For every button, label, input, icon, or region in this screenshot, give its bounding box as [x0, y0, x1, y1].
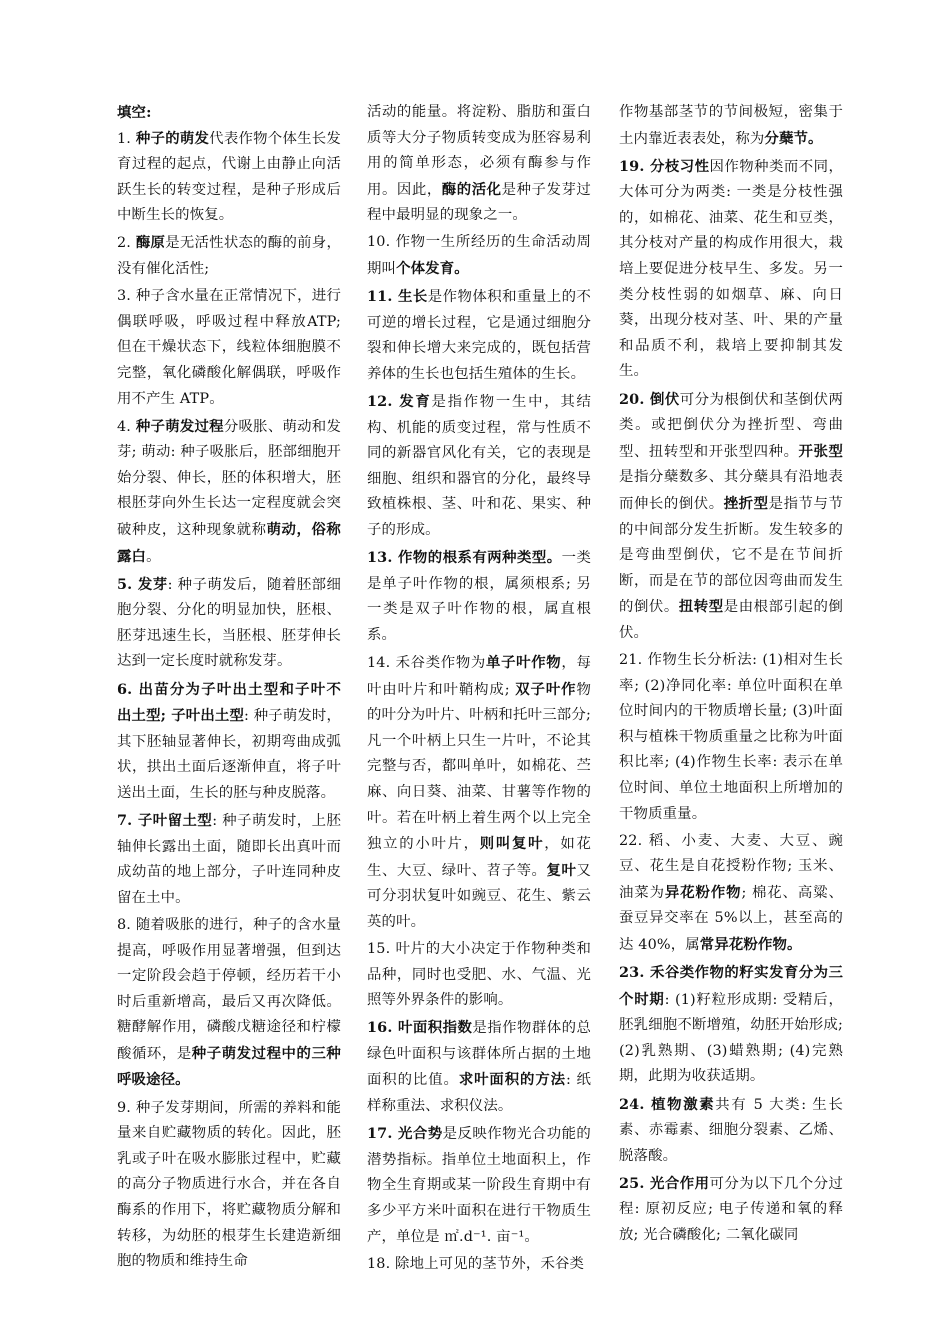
bold-term: 7. 子叶留土型 [117, 812, 213, 830]
bold-term: 萌动，俗称露白 [117, 521, 341, 565]
text-run: 10. 作物一生所经历的生命活动周期叫 [367, 234, 591, 278]
bold-term: 异花粉作物 [664, 883, 742, 901]
bold-term: 6. 出苗分为子叶出土型和子叶不出土型; 子叶出土型 [117, 680, 341, 725]
text-run: 分吸胀、萌动和发芽; 萌动: 种子吸胀后，胚部细胞开始分裂、伸长，胚的体积增大，胚根胚芽向外生长达一定程度就会突破种皮，这种现象就称 [117, 418, 341, 538]
bold-term: 11. 生长 [367, 288, 428, 306]
text-run: 又可分羽状复叶如豌豆、花生、紫云英的叶。 [367, 862, 591, 930]
text-run: ，每叶由叶片和叶鞘构成; [367, 654, 591, 698]
bold-term: 13. 作物的根系有两种类型。 [367, 549, 562, 567]
text-run: 是无活性状态的酶的前身，没有催化活性; [117, 235, 341, 278]
paragraph [619, 387, 843, 647]
text-run: 3. 种子含水量在正常情况下，进行偶联呼吸，呼吸过程中释放ATP; 但在干燥状态下，线粒体细胞膜不完整，氧化磷酸化解偶联，呼吸作用不产生 ATP。 [117, 288, 341, 407]
paragraph [367, 937, 591, 1014]
bold-term: 种子萌发过程中的三种呼吸途径。 [117, 1044, 341, 1089]
paragraph [117, 230, 341, 282]
text-run: 共有 5 大类: 生长素、赤霉素、细胞分裂素、乙烯、脱落酸。 [619, 1096, 843, 1164]
text-run: 可分为以下几个分过程: 原初反应; 电子传递和氧的释放; 光合磷酸化; 二氧化碳同 [619, 1175, 843, 1244]
paragraph [117, 808, 341, 911]
text-run: : 纸样称重法、求积仪法。 [367, 1072, 591, 1115]
bold-term: 分蘖节。 [764, 129, 823, 147]
text-run: 15. 叶片的大小决定于作物种类和品种，同时也受肥、水、气温、光照等外界条件的影响。 [367, 941, 591, 1009]
text-run: 是指作物群体的总绿色叶面积与该群体所占据的土地面积的比值。 [367, 1020, 591, 1089]
section-heading: 填空: [117, 104, 152, 121]
bold-term: 20. 倒伏 [619, 390, 680, 408]
paragraph [619, 1092, 843, 1170]
bold-term: 种子萌发过程 [135, 417, 224, 435]
text-run: 是种子发芽过程中最明显的现象之一。 [367, 181, 591, 224]
text-run: 是作物体积和重量上的不可逆的增长过程，它是通过细胞分裂和伸长增大来完成的，既包括营养体的生长也包括生殖体的生长。 [367, 289, 591, 382]
paragraph [619, 829, 843, 959]
text-run: 是指分蘖数多、其分蘖具有沿地表而伸长的倒伏。 [619, 469, 843, 512]
bold-term: 常异花粉作物。 [699, 936, 802, 953]
paragraph [117, 1096, 341, 1275]
text-run: 1. [117, 130, 136, 147]
paragraph [117, 284, 341, 412]
bold-term: 则叫复叶 [479, 835, 545, 853]
bold-term: 复叶 [546, 861, 577, 879]
paragraph [117, 913, 341, 1094]
text-run: 是指作物一生中，其结构、机能的质变过程，常与性质不同的新器官风化有关，它的表现是细胞、组织和器官的分化，最终导致植株根、茎、叶和花、果实、种子的形成。 [367, 394, 591, 538]
paragraph [367, 230, 591, 282]
bold-term: 单子叶作物 [486, 653, 562, 671]
text-run: 作物基部茎节的节间极短，密集于土内靠近表表处，称为 [619, 104, 843, 147]
bold-term: 5. 发芽 [117, 575, 168, 593]
text-run: 14. 禾谷类作物为 [367, 654, 487, 671]
paragraph [117, 126, 341, 229]
bold-term: 挫折型 [723, 494, 769, 512]
paragraph [367, 650, 591, 936]
text-run: : 种子萌发时，上胚轴伸长露出土面，随即长出真叶而成幼苗的地上部分，子叶连同种皮留在土中。 [117, 813, 341, 906]
text-run: ，如花生、大豆、绿叶、苕子等。 [367, 836, 591, 879]
text-run: 物的叶分为叶片、叶柄和托叶三部分; 凡一个叶柄上只生一片叶，不论其完整与否，都叫单叶，如棉花、苎麻、向日葵、油菜、甘薯等作物的叶。若在叶柄上着生两个以上完全独立的小叶片， [367, 681, 591, 853]
text-run: 21. 作物生长分析法: (1)相对生长率; (2)净同化率: 单位叶面积在单位时间内的干物质增长量; (3)叶面积与植株干物质重量之比称为叶面积比率; (4)作物生长率: 表示在单位时间、单位土地面积上所增加的干物质重量。 [619, 651, 843, 822]
bold-term: 17. 光合势 [367, 1125, 443, 1143]
text-run: 2. [117, 235, 136, 252]
bold-term: 种子的萌发 [135, 129, 210, 147]
text-run: 是反映作物光合功能的潜势指标。指单位土地面积上，作物全生育期或某一阶段生育期中有多少平方米叶面积在进行干物质生产，单位是 ㎡.d⁻¹. 亩⁻¹。 [367, 1126, 591, 1245]
paragraph [619, 960, 843, 1090]
text-run: 可分为根倒伏和茎倒伏两类。或把倒伏分为挫折型、弯曲型、扭转型和开张型四种。 [619, 391, 843, 460]
text-run: 18. 除地上可见的茎节外，禾谷类 [367, 1255, 585, 1272]
bold-term: 酶的活化 [441, 180, 502, 198]
bold-term: 16. 叶面积指数 [367, 1019, 473, 1037]
paragraph [619, 100, 843, 152]
paragraph [367, 389, 591, 544]
text-run: 是由根部引起的倒伏。 [619, 599, 843, 641]
bold-term: 12. 发育 [367, 393, 432, 411]
paragraph [367, 1121, 591, 1250]
column-1 [117, 100, 341, 1276]
bold-term: 19. 分枝习性 [619, 157, 710, 175]
column-2 [367, 100, 591, 1279]
text-run: 9. 种子发芽期间，所需的养料和能量来自贮藏物质的转化。因此，胚乳或子叶在吸水膨胀过程中，贮藏的高分子物质进行水合，并在各自酶系的作用下，将贮藏物质分解和转移，为幼胚的根芽生长建造新细胞的物质和维持生命 [117, 1099, 341, 1270]
bold-term: 24. 植物激素 [619, 1095, 716, 1113]
column-3 [619, 100, 843, 1250]
text-run: 22. 稻、小麦、大麦、大豆、豌豆、花生是自花授粉作物; 玉米、油菜为 [619, 832, 843, 901]
paragraph [367, 284, 591, 387]
text-run: : 种子萌发时，其下胚轴显著伸长，初期弯曲成弧状，拱出土面后逐渐伸直，将子叶送出土面，生长的胚与种皮脱落。 [117, 708, 341, 801]
paragraph [619, 648, 843, 827]
text-run: 。 [146, 548, 161, 565]
bold-term: 酶原 [135, 234, 166, 252]
text-run: 因作物种类而不同，大体可分为两类: 一类是分枝性强的，如棉花、油菜、花生和豆类，其分枝对产量的构成作用很大，栽培上要促进分枝早生、多发。另一类分枝性弱的如烟草、麻、向日葵，出现分枝对茎、叶、果的产量和品质不利，栽培上要抑制其发生。 [619, 158, 843, 380]
paragraph [367, 545, 591, 648]
bold-term: 23. 禾谷类作物的籽实发育分为三个时期 [619, 964, 843, 1008]
bold-term: 求叶面积的方法 [458, 1071, 566, 1089]
paragraph [117, 677, 341, 807]
text-run: ; 棉花、高粱、蚕豆异交率在 5%以上，甚至高的达 40%，属 [619, 884, 844, 953]
bold-term: 开张型 [798, 442, 843, 460]
text-run: 代表作物个体生长发育过程的起点，代谢上由静止向活跃生长的转变过程，是种子形成后中断生长的恢复。 [117, 130, 341, 224]
text-run: 4. [117, 418, 136, 435]
bold-term: 双子叶作 [515, 680, 577, 698]
text-run: : 种子萌发后，随着胚部细胞分裂、分化的明显加快，胚根、胚芽迅速生长，当胚根、胚芽伸长达到一定长度时就称发芽。 [117, 576, 341, 670]
paragraph [619, 1171, 843, 1249]
paragraph [367, 100, 591, 229]
text-run: : (1)籽粒形成期: 受精后，胚乳细胞不断增殖，幼胚开始形成; (2)乳熟期、(3)蜡熟期; (4)完熟期，此期为收获适期。 [619, 991, 843, 1085]
paragraph [367, 1015, 591, 1119]
bold-term: 25. 光合作用 [619, 1174, 710, 1192]
text-run: 是指节与节的中间部分发生折断。发生较多的是弯曲型倒伏，它不是在节间折断，而是在节的部位因弯曲而发生的倒伏。 [619, 495, 843, 616]
bold-term: 扭转型 [678, 598, 724, 616]
paragraph [117, 572, 341, 675]
text-run: 8. 随着吸胀的进行，种子的含水量提高，呼吸作用显著增强，但到达一定阶段会趋于停顿，经历若干小时后重新增高，最后又再次降低。糖酵解作用，磷酸戊糖途径和柠檬酸循环，是 [117, 916, 341, 1062]
bold-term: 个体发育。 [396, 260, 469, 278]
paragraph [367, 1252, 591, 1278]
text-run: 一类是单子叶作物的根，属须根系; 另一类是双子叶作物的根，属直根系。 [367, 550, 591, 643]
paragraph [619, 154, 843, 385]
paragraph [117, 414, 341, 571]
text-run: 活动的能量。将淀粉、脂肪和蛋白质等大分子物质转变成为胚容易利用的简单形态，必须有酶参与作用。因此， [367, 104, 591, 198]
